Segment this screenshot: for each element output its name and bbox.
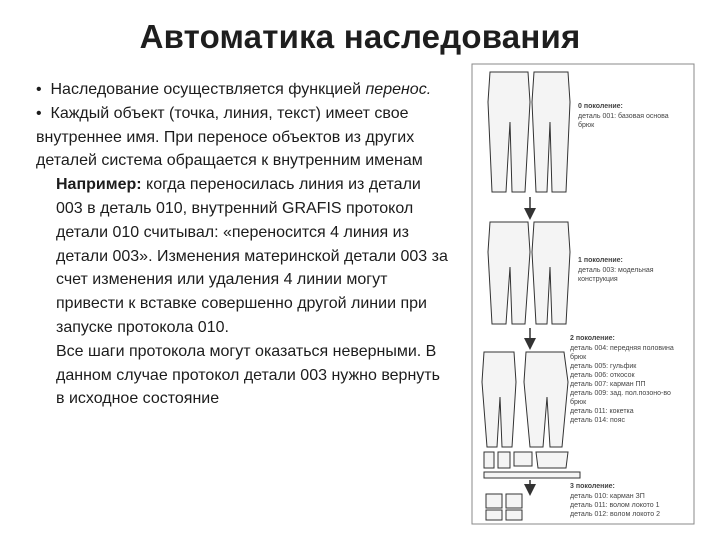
gen3-line-3: деталь 012: волом локото 2 [570, 511, 660, 518]
gen2-line-8: деталь 011: кокетка [570, 408, 634, 415]
gen2-line-7: брюк [570, 399, 587, 406]
gen0-line-2: брюк [578, 122, 595, 129]
gen1-line-2: конструкция [578, 276, 618, 283]
gen2-parts [482, 352, 580, 478]
paragraph-2 [36, 102, 448, 173]
gen0-line-1: деталь 001: базовая основа [578, 113, 669, 120]
gen3-parts [486, 494, 522, 520]
paragraph-3 [36, 173, 448, 340]
gen0-trousers [488, 72, 570, 192]
bullet: • [36, 81, 42, 98]
gen2-line-5: деталь 007: карман ПП [570, 381, 646, 388]
gen3-title: 3 поколение: [570, 483, 615, 490]
paragraph-1-text: Наследование осуществляется функцией [50, 81, 362, 98]
gen1-line-1: деталь 003: модельная [578, 267, 654, 274]
paragraph-4 [36, 340, 448, 411]
paragraph-2-text: Каждый объект (точка, линия, текст) имеет свое внутреннее имя. При переносе объектов из других деталей система обращается к внутренним именам [36, 104, 423, 170]
bullet: • [36, 104, 42, 122]
inheritance-diagram [470, 62, 700, 528]
gen2-line-4: деталь 006: откосок [570, 372, 635, 379]
gen2-line-1: деталь 004: передняя половина [570, 345, 674, 352]
paragraph-1-italic: перенос. [365, 81, 432, 98]
paragraph-3-text: когда переносилась линия из детали 003 в деталь 010, внутренний GRAFIS протокол детали 010 считывал: «переносится 4 линия из детали 003». Изменения материнской детали 003 за счет изменения или удаления 4 линии могут привести к вставке совершенно другой линии при запуске протокола 010. [56, 176, 448, 336]
body-text [36, 78, 448, 411]
gen2-line-2: брюк [570, 354, 587, 361]
gen0-title: 0 поколение: [578, 103, 623, 110]
example-label: Например: [56, 176, 142, 194]
gen3-line-2: деталь 011: волом локото 1 [570, 502, 660, 509]
gen1-title: 1 поколение: [578, 257, 623, 264]
gen1-trousers [488, 222, 570, 324]
inheritance-figure [470, 62, 700, 528]
gen3-line-1: деталь 010: карман ЗП [570, 493, 645, 500]
gen2-line-6: деталь 009: зад. пол.позоно-во [570, 390, 671, 397]
gen2-line-9: деталь 014: пояс [570, 417, 625, 424]
paragraph-4-text: Все шаги протокола могут оказаться неверными. В данном случае протокол детали 003 нужно вернуть в исходное состояние [56, 342, 440, 408]
page-title: Автоматика наследования [139, 18, 581, 55]
paragraph-1 [36, 78, 448, 102]
gen2-line-3: деталь 005: гульфик [570, 363, 637, 370]
gen2-title: 2 поколение: [570, 335, 615, 342]
